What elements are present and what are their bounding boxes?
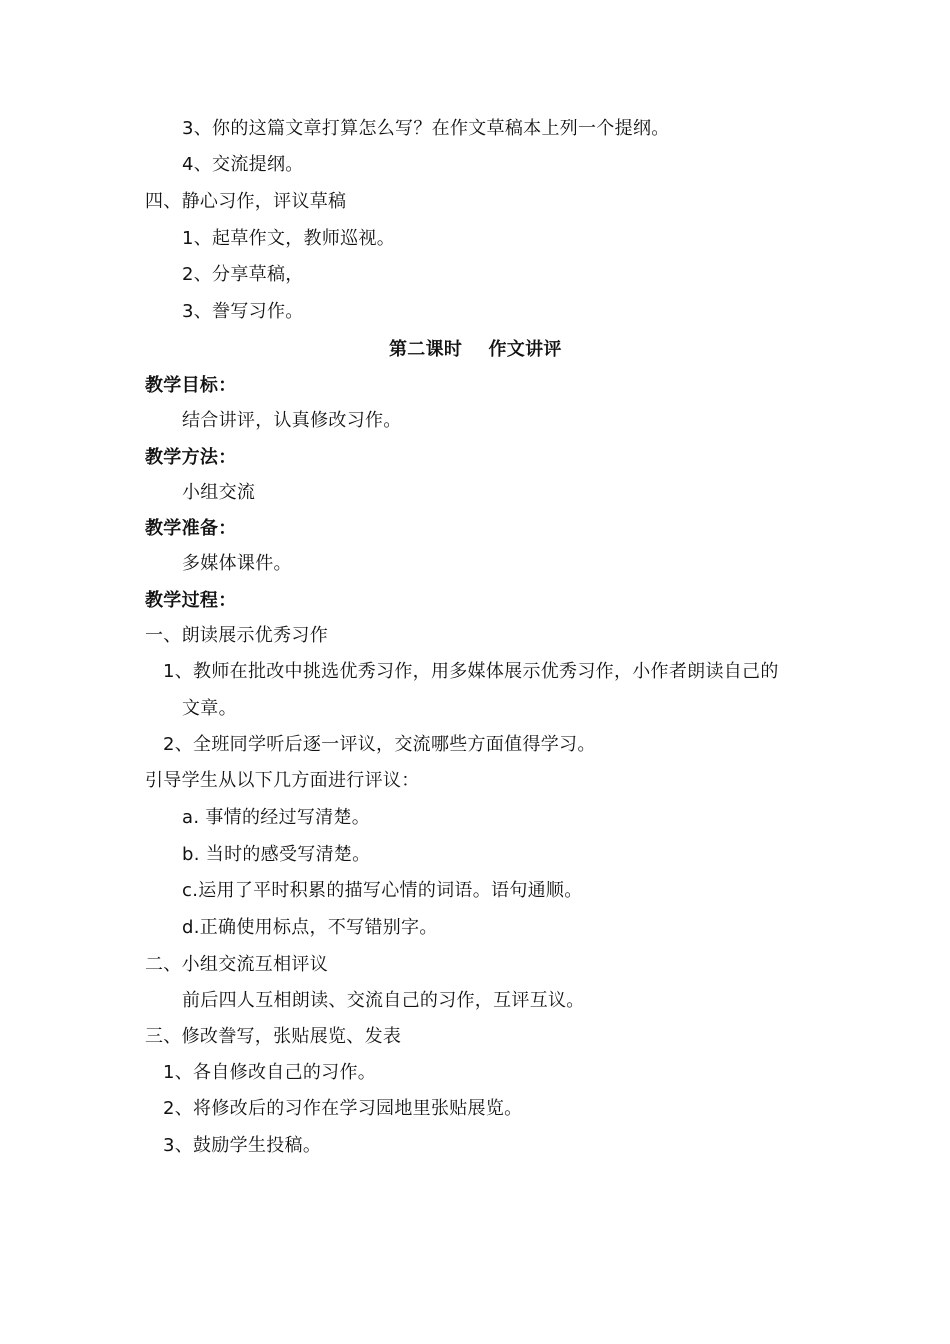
section-4-heading: 四、静心习作，评议草稿 <box>145 191 347 212</box>
teaching-prep-heading: 教学准备： <box>145 518 237 539</box>
teaching-method-heading: 教学方法： <box>145 447 237 468</box>
step-4-exchange: 4、交流提纲。 <box>182 154 304 175</box>
part-3-heading: 三、修改誊写，张贴展览、发表 <box>145 1026 402 1047</box>
step-3-copy: 3、誊写习作。 <box>182 301 304 322</box>
teaching-prep-text: 多媒体课件。 <box>182 553 292 574</box>
guide-item-d: d.正确使用标点，不写错别字。 <box>182 917 438 938</box>
guide-item-b: b. 当时的感受写清楚。 <box>182 844 371 865</box>
guide-intro: 引导学生从以下几方面进行评议： <box>145 770 420 791</box>
guide-item-a: a. 事情的经过写清楚。 <box>182 807 371 828</box>
teaching-goal-text: 结合讲评，认真修改习作。 <box>182 410 402 431</box>
part-1-step-1: 1、教师在批改中挑选优秀习作，用多媒体展示优秀习作，小作者朗读自己的 <box>163 661 779 682</box>
part-3-step-1: 1、各自修改自己的习作。 <box>163 1062 377 1083</box>
step-3-outline: 3、你的这篇文章打算怎么写？在作文草稿本上列一个提纲。 <box>182 118 670 139</box>
guide-item-c: c.运用了平时积累的描写心情的词语。语句通顺。 <box>182 880 583 901</box>
part-3-step-3: 3、鼓励学生投稿。 <box>163 1135 322 1156</box>
teaching-goal-heading: 教学目标： <box>145 375 237 396</box>
lesson-2-title: 第二课时 作文讲评 <box>389 339 562 360</box>
part-2-text: 前后四人互相朗读、交流自己的习作，互评互议。 <box>182 990 585 1011</box>
part-1-step-1-cont: 文章。 <box>182 698 237 719</box>
step-2-share: 2、分享草稿， <box>182 264 304 285</box>
step-1-draft: 1、起草作文，教师巡视。 <box>182 228 396 249</box>
teaching-method-text: 小组交流 <box>182 482 256 503</box>
part-3-step-2: 2、将修改后的习作在学习园地里张贴展览。 <box>163 1098 523 1119</box>
teaching-process-heading: 教学过程： <box>145 590 237 611</box>
part-1-step-2: 2、全班同学听后逐一评议，交流哪些方面值得学习。 <box>163 734 596 755</box>
part-2-heading: 二、小组交流互相评议 <box>145 954 328 975</box>
part-1-heading: 一、朗读展示优秀习作 <box>145 625 328 646</box>
